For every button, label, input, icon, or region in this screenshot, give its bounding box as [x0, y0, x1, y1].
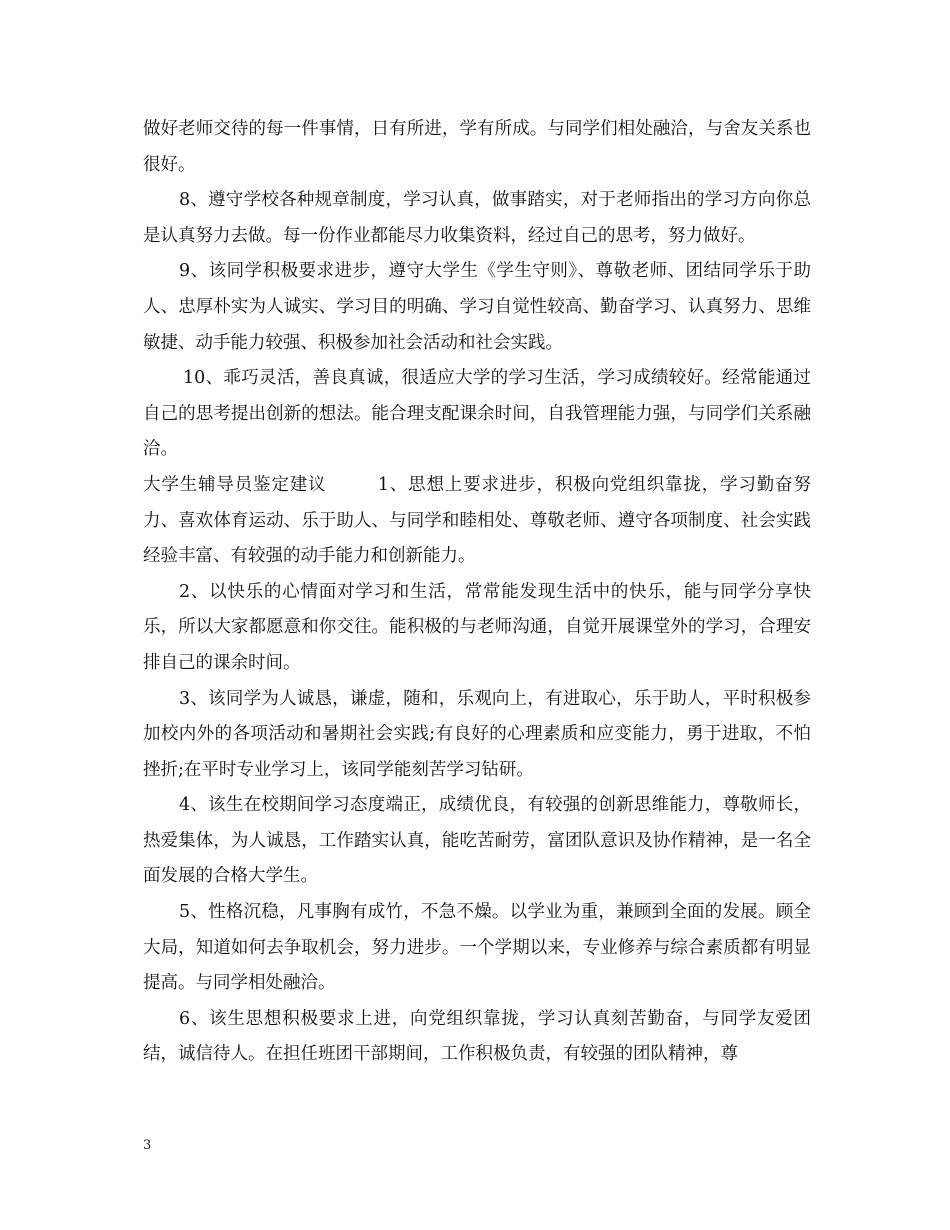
paragraph-item-4: 4、该生在校期间学习态度端正，成绩优良，有较强的创新思维能力，尊敬师长，热爱集体，为人诚恳，工作踏实认真，能吃苦耐劳，富团队意识及协作精神，是一名全面发展的合格大学生。 — [143, 795, 811, 887]
paragraph-item-6: 6、该生思想积极要求上进，向党组织靠拢，学习认真刻苦勤奋，与同学友爱团结，诚信待人。在担任班团干部期间，工作积极负责，有较强的团队精神，尊 — [143, 1008, 811, 1065]
heading-gap — [327, 475, 378, 495]
paragraph-continuation: 做好老师交待的每一件事情，日有所进，学有所成。与同学们相处融洽，与舍友关系也很好。 — [143, 119, 811, 175]
section-heading: 大学生辅导员鉴定建议 — [143, 474, 327, 495]
paragraph-item-2: 2、以快乐的心情面对学习和生活，常常能发现生活中的快乐，能与同学分享快乐，所以大家都愿意和你交往。能积极的与老师沟通，自觉开展课堂外的学习，合理安排自己的课余时间。 — [143, 581, 811, 673]
paragraph-item-8: 8、遵守学校各种规章制度，学习认真，做事踏实，对于老师指出的学习方向你总是认真努力去做。每一份作业都能尽力收集资料，经过自己的思考，努力做好。 — [143, 190, 811, 246]
paragraph-item-3: 3、该同学为人诚恳，谦虚，随和，乐观向上，有进取心，乐于助人，平时积极参加校内外的各项活动和暑期社会实践;有良好的心理素质和应变能力，勇于进取，不怕挫折;在平时专业学习上，该同学能刻苦学习钻研。 — [143, 688, 811, 780]
page-number: 3 — [143, 1138, 152, 1153]
paragraph-item-10: 10、乖巧灵活，善良真诚，很适应大学的学习生活，学习成绩较好。经常能通过自己的思考提出创新的想法。能合理支配课余时间，自我管理能力强，与同学们关系融洽。 — [143, 368, 811, 460]
section-first-item: 1、思想上要求进步，积极向党组织靠拢，学习勤奋努力、喜欢体育运动、乐于助人、与同学和睦相处、尊敬老师、遵守各项制度、社会实践经验丰富、有较强的动手能力和创新能力。 — [143, 474, 811, 567]
paragraph-item-5: 5、性格沉稳，凡事胸有成竹，不急不燥。以学业为重，兼顾到全面的发展。顾全大局，知道如何去争取机会，努力进步。一个学期以来，专业修养与综合素质都有明显提高。与同学相处融洽。 — [143, 902, 811, 994]
document-body — [143, 112, 811, 1073]
section-heading-paragraph — [143, 468, 811, 575]
paragraph-item-9: 9、该同学积极要求进步，遵守大学生《学生守则》、尊敬老师、团结同学乐于助人、忠厚朴实为人诚实、学习目的明确、学习自觉性较高、勤奋学习、认真努力、思维敏捷、动手能力较强、积极参加社会活动和社会实践。 — [143, 261, 811, 353]
